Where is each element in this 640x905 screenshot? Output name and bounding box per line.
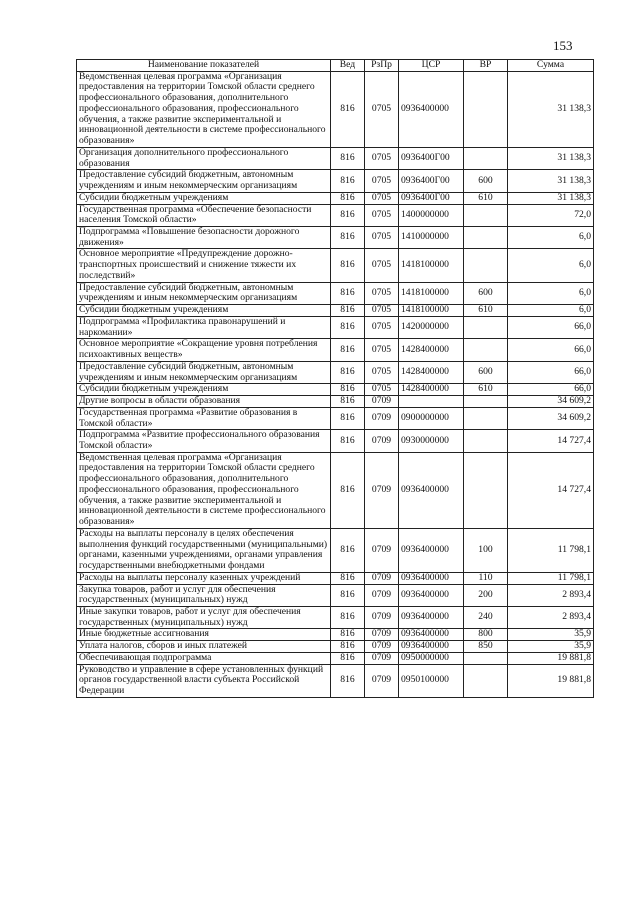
cell-sum: 31 138,3: [508, 147, 594, 169]
cell-csr: 0936400000: [399, 452, 464, 528]
cell-name: Расходы на выплаты персоналу в целях обеспечения выполнения функций государственными (муниципальными) органами, казенными учреждениями, органами управления государственными внебюджетными фондами: [77, 528, 331, 572]
cell-rzpr: 0709: [365, 641, 399, 653]
cell-name: Подпрограмма «Развитие профессионального образования Томской области»: [77, 430, 331, 452]
cell-csr: 0936400Г00: [399, 147, 464, 169]
cell-csr: 0936400000: [399, 606, 464, 628]
cell-vr: [464, 227, 508, 249]
cell-ved: 816: [331, 629, 365, 641]
cell-csr: 0936400Г00: [399, 170, 464, 192]
cell-rzpr: 0709: [365, 664, 399, 697]
cell-sum: 35,9: [508, 629, 594, 641]
cell-rzpr: 0709: [365, 606, 399, 628]
cell-sum: 72,0: [508, 204, 594, 226]
cell-sum: 14 727,4: [508, 430, 594, 452]
table-row: [77, 629, 594, 641]
cell-name: Организация дополнительного профессионального образования: [77, 147, 331, 169]
cell-csr: 0900000000: [399, 407, 464, 429]
cell-ved: 816: [331, 430, 365, 452]
cell-sum: 11 798,1: [508, 572, 594, 584]
cell-csr: 0936400000: [399, 572, 464, 584]
cell-name: Основное мероприятие «Сокращение уровня потребления психоактивных веществ»: [77, 339, 331, 361]
cell-sum: 19 881,8: [508, 664, 594, 697]
cell-sum: 2 893,4: [508, 584, 594, 606]
cell-vr: 800: [464, 629, 508, 641]
cell-sum: 31 138,3: [508, 71, 594, 147]
cell-sum: 2 893,4: [508, 606, 594, 628]
cell-ved: 816: [331, 641, 365, 653]
cell-name: Государственная программа «Обеспечение безопасности населения Томской области»: [77, 204, 331, 226]
header-rzpr: РзПр: [365, 60, 399, 72]
cell-sum: 31 138,3: [508, 192, 594, 204]
table-row: [77, 305, 594, 317]
cell-csr: 1410000000: [399, 227, 464, 249]
cell-rzpr: 0705: [365, 192, 399, 204]
cell-rzpr: 0705: [365, 71, 399, 147]
page-number: 153: [553, 38, 573, 53]
budget-table: [76, 59, 594, 698]
table-row: [77, 641, 594, 653]
cell-vr: [464, 452, 508, 528]
header-ved: Вед: [331, 60, 365, 72]
cell-vr: [464, 407, 508, 429]
cell-ved: 816: [331, 384, 365, 396]
cell-sum: 31 138,3: [508, 170, 594, 192]
cell-vr: [464, 339, 508, 361]
cell-vr: 100: [464, 528, 508, 572]
cell-vr: [464, 396, 508, 408]
cell-name: Подпрограмма «Повышение безопасности дорожного движения»: [77, 227, 331, 249]
cell-name: Руководство и управление в сфере установленных функций органов государственной власти субъекта Российской Федерации: [77, 664, 331, 697]
cell-vr: [464, 430, 508, 452]
cell-sum: 6,0: [508, 282, 594, 304]
cell-vr: 200: [464, 584, 508, 606]
table-row: [77, 204, 594, 226]
table-row: [77, 396, 594, 408]
header-sum: Сумма: [508, 60, 594, 72]
cell-vr: 610: [464, 384, 508, 396]
cell-vr: [464, 71, 508, 147]
table-row: [77, 652, 594, 664]
cell-csr: 0936400000: [399, 71, 464, 147]
table-row: [77, 606, 594, 628]
cell-csr: 1428400000: [399, 339, 464, 361]
cell-rzpr: 0709: [365, 629, 399, 641]
cell-rzpr: 0705: [365, 361, 399, 383]
cell-name: Государственная программа «Развитие образования в Томской области»: [77, 407, 331, 429]
table-header-row: [77, 60, 594, 72]
cell-ved: 816: [331, 147, 365, 169]
cell-vr: 110: [464, 572, 508, 584]
cell-rzpr: 0709: [365, 430, 399, 452]
cell-name: Предоставление субсидий бюджетным, автономным учреждениям и иным некоммерческим организациям: [77, 282, 331, 304]
cell-vr: 600: [464, 282, 508, 304]
cell-name: Иные бюджетные ассигнования: [77, 629, 331, 641]
cell-ved: 816: [331, 192, 365, 204]
table-row: [77, 361, 594, 383]
cell-ved: 816: [331, 316, 365, 338]
cell-csr: [399, 396, 464, 408]
cell-rzpr: 0709: [365, 407, 399, 429]
cell-sum: 6,0: [508, 227, 594, 249]
cell-csr: 0936400000: [399, 584, 464, 606]
cell-rzpr: 0709: [365, 528, 399, 572]
cell-csr: 1418100000: [399, 249, 464, 282]
cell-csr: 1418100000: [399, 305, 464, 317]
cell-sum: 66,0: [508, 339, 594, 361]
cell-vr: 850: [464, 641, 508, 653]
cell-name: Предоставление субсидий бюджетным, автономным учреждениям и иным некоммерческим организациям: [77, 361, 331, 383]
cell-rzpr: 0705: [365, 305, 399, 317]
cell-vr: 240: [464, 606, 508, 628]
cell-sum: 66,0: [508, 316, 594, 338]
table-row: [77, 339, 594, 361]
cell-csr: 1418100000: [399, 282, 464, 304]
cell-sum: 14 727,4: [508, 452, 594, 528]
cell-rzpr: 0705: [365, 339, 399, 361]
cell-name: Ведомственная целевая программа «Организация предоставления на территории Томской области среднего профессионального образования, дополнительного профессионального образования, профессионального обучения, а также развитие экспериментальной и инновационной деятельности в системе профессионального образования»: [77, 452, 331, 528]
cell-ved: 816: [331, 249, 365, 282]
cell-csr: 0936400000: [399, 528, 464, 572]
table-row: [77, 316, 594, 338]
cell-rzpr: 0705: [365, 384, 399, 396]
cell-csr: 1428400000: [399, 384, 464, 396]
table-row: [77, 384, 594, 396]
table-row: [77, 71, 594, 147]
cell-name: Субсидии бюджетным учреждениям: [77, 384, 331, 396]
cell-rzpr: 0705: [365, 170, 399, 192]
cell-vr: [464, 652, 508, 664]
cell-csr: 0930000000: [399, 430, 464, 452]
cell-name: Расходы на выплаты персоналу казенных учреждений: [77, 572, 331, 584]
cell-name: Основное мероприятие «Предупреждение дорожно-транспортных происшествий и снижение тяжести их последствий»: [77, 249, 331, 282]
cell-sum: 66,0: [508, 384, 594, 396]
cell-ved: 816: [331, 572, 365, 584]
cell-sum: 6,0: [508, 249, 594, 282]
cell-csr: 0950100000: [399, 664, 464, 697]
table-row: [77, 407, 594, 429]
cell-sum: 6,0: [508, 305, 594, 317]
cell-vr: [464, 204, 508, 226]
table-body: [77, 71, 594, 697]
table-row: [77, 249, 594, 282]
cell-rzpr: 0705: [365, 316, 399, 338]
cell-sum: 11 798,1: [508, 528, 594, 572]
cell-csr: 0950000000: [399, 652, 464, 664]
cell-sum: 34 609,2: [508, 407, 594, 429]
cell-sum: 35,9: [508, 641, 594, 653]
cell-vr: [464, 249, 508, 282]
cell-vr: 600: [464, 170, 508, 192]
cell-rzpr: 0705: [365, 204, 399, 226]
table-row: [77, 282, 594, 304]
cell-sum: 19 881,8: [508, 652, 594, 664]
table-row: [77, 227, 594, 249]
cell-rzpr: 0709: [365, 584, 399, 606]
cell-rzpr: 0705: [365, 282, 399, 304]
table-row: [77, 147, 594, 169]
table-row: [77, 584, 594, 606]
cell-name: Иные закупки товаров, работ и услуг для обеспечения государственных (муниципальных) нужд: [77, 606, 331, 628]
cell-name: Уплата налогов, сборов и иных платежей: [77, 641, 331, 653]
cell-ved: 816: [331, 170, 365, 192]
cell-name: Другие вопросы в области образования: [77, 396, 331, 408]
cell-vr: 610: [464, 305, 508, 317]
cell-rzpr: 0709: [365, 396, 399, 408]
cell-name: Ведомственная целевая программа «Организация предоставления на территории Томской области среднего профессионального образования, дополнительного профессионального образования, профессионального обучения, а также развитие экспериментальной и инновационной деятельности в системе профессионального образования»: [77, 71, 331, 147]
table-row: [77, 452, 594, 528]
table-row: [77, 192, 594, 204]
cell-name: Предоставление субсидий бюджетным, автономным учреждениям и иным некоммерческим организациям: [77, 170, 331, 192]
cell-ved: 816: [331, 606, 365, 628]
cell-ved: 816: [331, 452, 365, 528]
cell-ved: 816: [331, 664, 365, 697]
cell-vr: [464, 664, 508, 697]
cell-ved: 816: [331, 652, 365, 664]
cell-vr: [464, 316, 508, 338]
cell-rzpr: 0705: [365, 249, 399, 282]
cell-name: Закупка товаров, работ и услуг для обеспечения государственных (муниципальных) нужд: [77, 584, 331, 606]
table-row: [77, 170, 594, 192]
cell-ved: 816: [331, 71, 365, 147]
cell-rzpr: 0709: [365, 452, 399, 528]
cell-ved: 816: [331, 305, 365, 317]
cell-ved: 816: [331, 407, 365, 429]
cell-csr: 1428400000: [399, 361, 464, 383]
table-row: [77, 430, 594, 452]
cell-csr: 0936400000: [399, 641, 464, 653]
cell-ved: 816: [331, 282, 365, 304]
header-name: Наименование показателей: [77, 60, 331, 72]
cell-ved: 816: [331, 227, 365, 249]
cell-name: Обеспечивающая подпрограмма: [77, 652, 331, 664]
table-row: [77, 572, 594, 584]
cell-rzpr: 0709: [365, 652, 399, 664]
cell-ved: 816: [331, 584, 365, 606]
cell-csr: 1400000000: [399, 204, 464, 226]
cell-ved: 816: [331, 528, 365, 572]
header-vr: ВР: [464, 60, 508, 72]
cell-vr: 610: [464, 192, 508, 204]
table-row: [77, 664, 594, 697]
cell-csr: 1420000000: [399, 316, 464, 338]
cell-name: Субсидии бюджетным учреждениям: [77, 305, 331, 317]
cell-ved: 816: [331, 204, 365, 226]
cell-ved: 816: [331, 396, 365, 408]
cell-rzpr: 0705: [365, 227, 399, 249]
cell-ved: 816: [331, 339, 365, 361]
header-csr: ЦСР: [399, 60, 464, 72]
cell-name: Подпрограмма «Профилактика правонарушений и наркомании»: [77, 316, 331, 338]
cell-sum: 66,0: [508, 361, 594, 383]
cell-sum: 34 609,2: [508, 396, 594, 408]
cell-rzpr: 0705: [365, 147, 399, 169]
table-row: [77, 528, 594, 572]
cell-csr: 0936400Г00: [399, 192, 464, 204]
cell-ved: 816: [331, 361, 365, 383]
cell-name: Субсидии бюджетным учреждениям: [77, 192, 331, 204]
cell-rzpr: 0709: [365, 572, 399, 584]
cell-csr: 0936400000: [399, 629, 464, 641]
cell-vr: [464, 147, 508, 169]
cell-vr: 600: [464, 361, 508, 383]
